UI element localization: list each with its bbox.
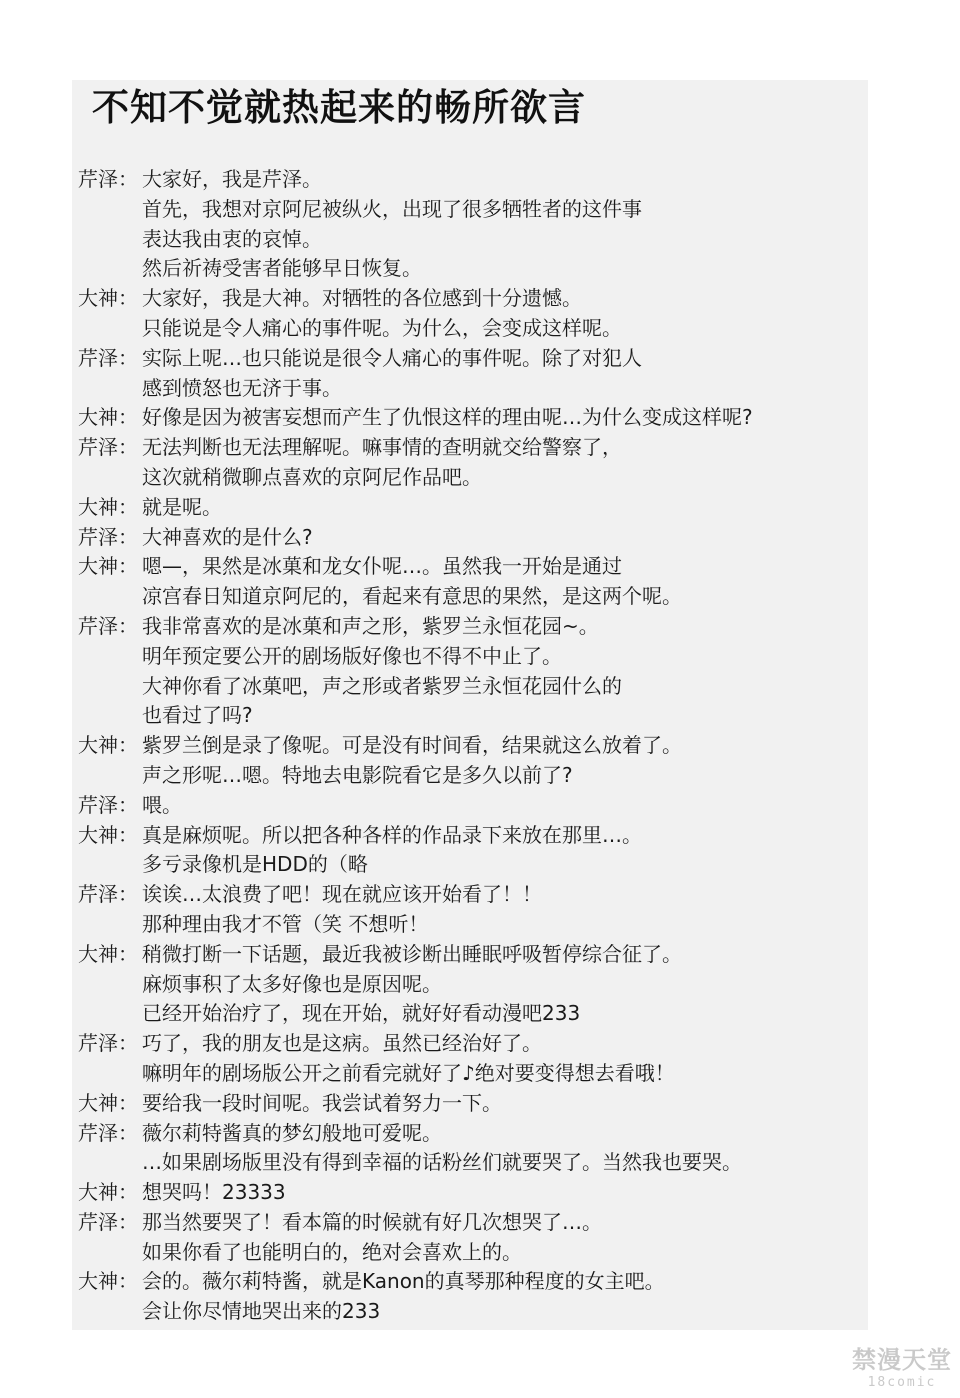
dialogue-text: 想哭吗！23333 bbox=[142, 1180, 286, 1205]
dialogue-text: 诶诶…太浪费了吧！现在就应该开始看了！！ bbox=[142, 882, 542, 907]
dialogue-text: 真是麻烦呢。所以把各种各样的作品录下来放在那里…。 bbox=[142, 822, 642, 847]
dialogue-line bbox=[78, 582, 858, 612]
watermark-bottom-text: 18comic bbox=[867, 1375, 937, 1390]
speaker-label: 大神： bbox=[78, 405, 138, 430]
dialogue-text: 大家好，我是芹泽。 bbox=[142, 167, 322, 191]
dialogue-line bbox=[78, 999, 858, 1029]
watermark-top-text: 禁漫天堂 bbox=[852, 1346, 952, 1374]
dialogue-text: 紫罗兰倒是录了像呢。可是没有时间看，结果就这么放着了。 bbox=[142, 733, 682, 758]
dialogue-text: 多亏录像机是HDD的（略 bbox=[142, 852, 368, 877]
dialogue-line bbox=[78, 1059, 858, 1089]
dialogue-text: 首先，我想对京阿尼被纵火，出现了很多牺牲者的这件事 bbox=[142, 196, 642, 221]
dialogue-text: 嗯—，果然是冰菓和龙女仆呢…。虽然我一开始是通过 bbox=[142, 554, 622, 579]
dialogue-line bbox=[78, 254, 858, 284]
dialogue-line bbox=[78, 672, 858, 702]
dialogue-line bbox=[78, 1119, 858, 1149]
dialogue-text: 薇尔莉特酱真的梦幻般地可爱呢。 bbox=[142, 1120, 442, 1145]
dialogue-line bbox=[78, 1148, 858, 1178]
dialogue-line bbox=[78, 463, 858, 493]
dialogue-line bbox=[78, 1178, 858, 1208]
dialogue-line bbox=[78, 910, 858, 940]
dialogue-text: 会让你尽情地哭出来的233 bbox=[142, 1299, 381, 1324]
speaker-label: 大神： bbox=[78, 1269, 138, 1294]
dialogue-line bbox=[78, 165, 858, 195]
dialogue-line bbox=[78, 731, 858, 761]
speaker-label: 大神： bbox=[78, 1180, 138, 1205]
dialogue-text: 然后祈祷受害者能够早日恢复。 bbox=[142, 256, 422, 281]
dialogue-text: 已经开始治疗了，现在开始，就好好看动漫吧233 bbox=[142, 1001, 581, 1026]
dialogue-line bbox=[78, 642, 858, 672]
dialogue-line bbox=[78, 403, 858, 433]
speaker-label: 芹泽： bbox=[78, 1209, 138, 1234]
dialogue-text: 就是呢。 bbox=[142, 494, 222, 519]
speaker-label: 芹泽： bbox=[78, 345, 138, 370]
dialogue-text: 大神你看了冰菓吧，声之形或者紫罗兰永恒花园什么的 bbox=[142, 673, 622, 698]
dialogue-text: 巧了，我的朋友也是这病。虽然已经治好了。 bbox=[142, 1031, 542, 1056]
dialogue-line bbox=[78, 314, 858, 344]
dialogue-line bbox=[78, 195, 858, 225]
dialogue-text: 要给我一段时间呢。我尝试着努力一下。 bbox=[142, 1090, 502, 1115]
dialogue-line bbox=[78, 1208, 858, 1238]
speaker-label: 芹泽： bbox=[78, 167, 138, 191]
dialogue-line bbox=[78, 940, 858, 970]
dialogue-line bbox=[78, 1029, 858, 1059]
dialogue-text: 那当然要哭了！看本篇的时候就有好几次想哭了…。 bbox=[142, 1209, 602, 1234]
speaker-label: 芹泽： bbox=[78, 435, 138, 460]
dialogue-line bbox=[78, 821, 858, 851]
dialogue-text: 喂。 bbox=[142, 792, 182, 817]
dialogue-transcript bbox=[78, 165, 858, 1327]
dialogue-text: 稍微打断一下话题，最近我被诊断出睡眠呼吸暂停综合征了。 bbox=[142, 941, 682, 966]
dialogue-text: 好像是因为被害妄想而产生了仇恨这样的理由呢…为什么变成这样呢? bbox=[142, 405, 753, 430]
speaker-label: 大神： bbox=[78, 822, 138, 847]
dialogue-text: 也看过了吗? bbox=[142, 703, 253, 728]
dialogue-text: 会的。薇尔莉特酱，就是Kanon的真琴那种程度的女主吧。 bbox=[142, 1269, 665, 1294]
dialogue-line bbox=[78, 1089, 858, 1119]
dialogue-line bbox=[78, 523, 858, 553]
dialogue-line bbox=[78, 761, 858, 791]
speaker-label: 大神： bbox=[78, 733, 138, 758]
dialogue-text: 大家好，我是大神。对牺牲的各位感到十分遗憾。 bbox=[142, 286, 582, 311]
dialogue-text: 实际上呢…也只能说是很令人痛心的事件呢。除了对犯人 bbox=[142, 345, 642, 370]
watermark-logo bbox=[848, 1346, 956, 1396]
speaker-label: 芹泽： bbox=[78, 792, 138, 817]
speaker-label: 大神： bbox=[78, 554, 138, 579]
dialogue-text: 表达我由衷的哀悼。 bbox=[142, 226, 322, 251]
speaker-label: 芹泽： bbox=[78, 524, 138, 549]
dialogue-line bbox=[78, 850, 858, 880]
speaker-label: 芹泽： bbox=[78, 613, 138, 638]
dialogue-line bbox=[78, 374, 858, 404]
dialogue-text: 麻烦事积了太多好像也是原因呢。 bbox=[142, 971, 442, 996]
speaker-label: 芹泽： bbox=[78, 1031, 138, 1056]
dialogue-line bbox=[78, 284, 858, 314]
speaker-label: 大神： bbox=[78, 1090, 138, 1115]
dialogue-text: 这次就稍微聊点喜欢的京阿尼作品吧。 bbox=[142, 464, 482, 489]
dialogue-text: 只能说是令人痛心的事件呢。为什么，会变成这样呢。 bbox=[142, 315, 622, 340]
dialogue-line bbox=[78, 1267, 858, 1297]
dialogue-text: 感到愤怒也无济于事。 bbox=[142, 375, 342, 400]
dialogue-line bbox=[78, 1297, 858, 1327]
speaker-label: 大神： bbox=[78, 941, 138, 966]
dialogue-text: 嘛明年的剧场版公开之前看完就好了♪绝对要变得想去看哦！ bbox=[142, 1060, 675, 1085]
dialogue-line bbox=[78, 552, 858, 582]
dialogue-line bbox=[78, 612, 858, 642]
dialogue-text: 大神喜欢的是什么? bbox=[142, 524, 313, 549]
dialogue-text: 那种理由我才不管（笑 不想听！ bbox=[142, 911, 429, 936]
dialogue-line bbox=[78, 1238, 858, 1268]
dialogue-line bbox=[78, 433, 858, 463]
dialogue-line bbox=[78, 880, 858, 910]
dialogue-line bbox=[78, 970, 858, 1000]
dialogue-text: 声之形呢…嗯。特地去电影院看它是多久以前了? bbox=[142, 762, 573, 787]
dialogue-line bbox=[78, 344, 858, 374]
dialogue-text: 凉宫春日知道京阿尼的，看起来有意思的果然，是这两个呢。 bbox=[142, 584, 682, 609]
dialogue-text: 无法判断也无法理解呢。嘛事情的查明就交给警察了， bbox=[142, 435, 622, 460]
dialogue-line bbox=[78, 701, 858, 731]
dialogue-text: 如果你看了也能明白的，绝对会喜欢上的。 bbox=[142, 1239, 522, 1264]
dialogue-line bbox=[78, 225, 858, 255]
speaker-label: 芹泽： bbox=[78, 882, 138, 907]
dialogue-text: 明年预定要公开的剧场版好像也不得不中止了。 bbox=[142, 643, 562, 668]
dialogue-text: …如果剧场版里没有得到幸福的话粉丝们就要哭了。当然我也要哭。 bbox=[142, 1150, 742, 1175]
page-title: 不知不觉就热起来的畅所欲言 bbox=[92, 86, 586, 129]
dialogue-line bbox=[78, 493, 858, 523]
speaker-label: 芹泽： bbox=[78, 1120, 138, 1145]
speaker-label: 大神： bbox=[78, 286, 138, 311]
speaker-label: 大神： bbox=[78, 494, 138, 519]
dialogue-text: 我非常喜欢的是冰菓和声之形，紫罗兰永恒花园~。 bbox=[142, 613, 599, 638]
dialogue-line bbox=[78, 791, 858, 821]
